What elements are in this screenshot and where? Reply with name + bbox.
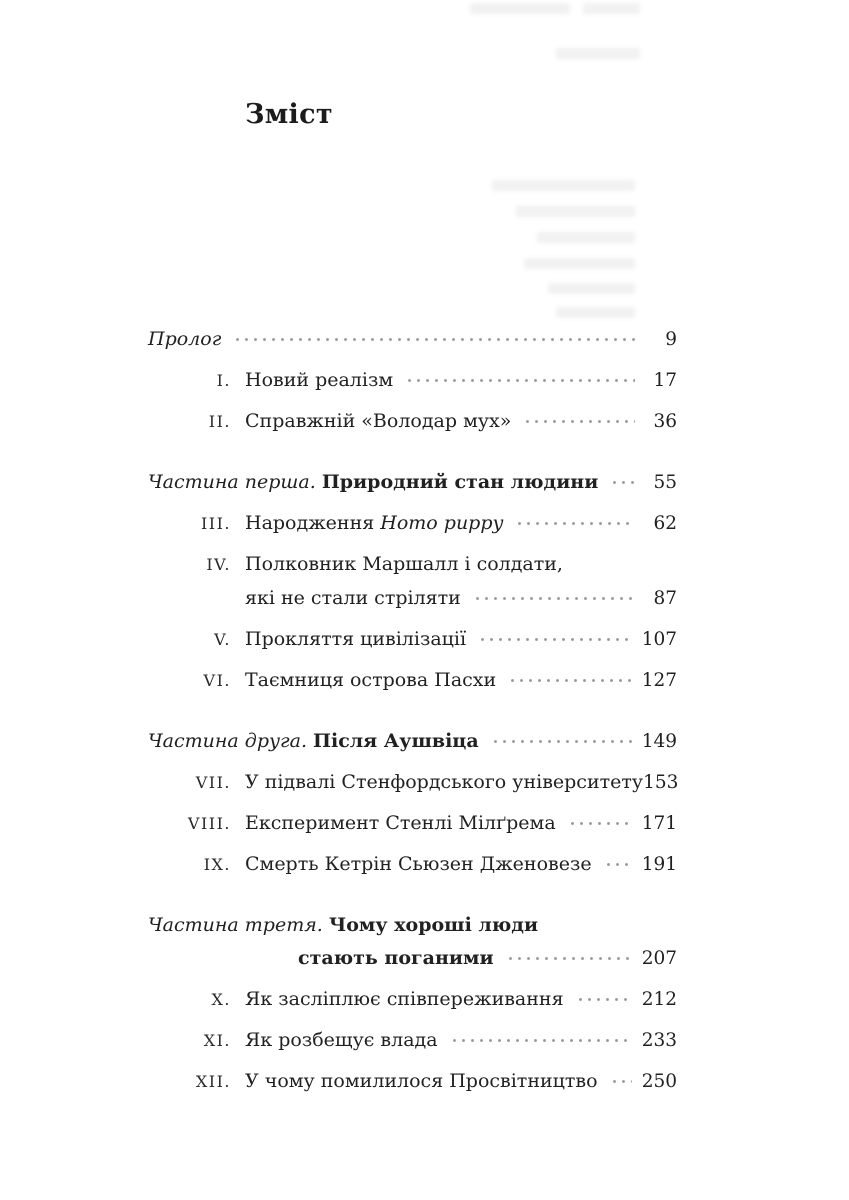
toc-row: [148, 810, 677, 837]
bleed-through-line: [524, 258, 635, 269]
toc-row: [148, 1068, 677, 1095]
toc-row: [148, 326, 677, 353]
dot-leader: [506, 956, 632, 961]
entry-title: [148, 945, 494, 971]
entry-title: [245, 810, 556, 836]
toc-row: [148, 510, 677, 537]
dot-leader: [568, 821, 632, 826]
chapter-numeral: VI.: [203, 671, 231, 690]
chapter-numeral: VII.: [195, 773, 231, 792]
entry-title: [245, 667, 496, 693]
page-number: 62: [653, 513, 677, 534]
toc-row: [148, 1027, 677, 1054]
entry-title: [245, 1027, 438, 1053]
entry-title: [245, 585, 461, 611]
dot-leader: [610, 480, 635, 485]
bleed-through-line: [583, 3, 640, 14]
bleed-through-line: [548, 283, 635, 294]
page-number: 87: [653, 588, 677, 609]
entry-text-segment: які не стали стріляти: [245, 587, 461, 609]
entry-text-segment: Справжній «Володар мух»: [245, 410, 512, 432]
toc-chapter-entry: [148, 986, 677, 1013]
dot-leader: [405, 378, 635, 383]
page-title: Зміст: [245, 99, 333, 130]
entry-title: [245, 986, 564, 1012]
page-number: 9: [665, 329, 677, 350]
entry-text-segment: Частина третя.: [148, 914, 329, 936]
page-number: 55: [653, 472, 677, 493]
dot-leader: [450, 1038, 632, 1043]
page-number: 191: [641, 854, 677, 875]
toc-part-entry: [148, 892, 677, 972]
entry-title: [245, 408, 511, 434]
toc-chapter-entry: [148, 551, 677, 612]
chapter-numeral: I.: [216, 371, 231, 390]
page-number: 171: [641, 813, 677, 834]
toc-row: [148, 667, 677, 694]
toc-chapter-entry: [148, 408, 677, 435]
entry-text-segment: Смерть Кетрін Сьюзен Дженовезе: [245, 853, 592, 875]
chapter-numeral: XI.: [203, 1031, 231, 1050]
toc-row: [148, 986, 677, 1013]
bleed-through-line: [556, 48, 640, 59]
toc-row: [148, 912, 677, 938]
toc-row: [148, 551, 677, 578]
chapter-numeral: IX.: [203, 855, 231, 874]
toc-chapter-entry: [148, 510, 677, 537]
entry-text-segment: Як розбещує влада: [245, 1029, 438, 1051]
entry-text-segment: Після Аушвіца: [313, 730, 479, 752]
entry-text-segment: Таємниця острова Пасхи: [245, 669, 497, 691]
entry-text-segment: Природний стан людини: [321, 471, 599, 493]
toc-chapter-entry: [148, 626, 677, 653]
entry-text-segment: Частина перша.: [148, 471, 322, 493]
toc-row: [148, 769, 677, 796]
toc-row: [148, 945, 677, 972]
toc-part-entry: [148, 708, 677, 755]
chapter-numeral: X.: [211, 990, 231, 1009]
entry-text-segment: Частина друга.: [148, 730, 314, 752]
entry-title: [245, 367, 393, 393]
page-number: 17: [653, 370, 677, 391]
page-number: 212: [641, 989, 677, 1010]
bleed-through-line: [470, 3, 570, 14]
page-number: 149: [641, 731, 677, 752]
entry-text-segment: Полковник Маршалл і солдати,: [245, 553, 563, 575]
chapter-numeral: IV.: [206, 555, 231, 574]
entry-text-segment: Чому хороші люди: [328, 914, 539, 936]
entry-title: [148, 728, 479, 754]
toc-chapter-entry: [148, 851, 677, 878]
page-number: 233: [641, 1030, 677, 1051]
toc-row: [148, 469, 677, 496]
entry-text-segment: Як засліплює співпереживання: [245, 988, 564, 1010]
toc-row: [148, 585, 677, 612]
chapter-numeral: XII.: [195, 1072, 231, 1091]
dot-leader: [523, 419, 635, 424]
entry-title: [245, 851, 592, 877]
toc-row: [148, 408, 677, 435]
entry-text-segment: У чому помилилося Просвітництво: [245, 1070, 598, 1092]
toc-part-entry: [148, 326, 677, 353]
entry-text-segment: Homo puppy: [380, 512, 504, 534]
dot-leader: [610, 1079, 632, 1084]
entry-title: [245, 510, 503, 536]
toc-chapter-entry: [148, 667, 677, 694]
dot-leader: [604, 862, 632, 867]
toc-part-entry: [148, 449, 677, 496]
toc-row: [148, 851, 677, 878]
entry-title: [245, 1068, 598, 1094]
chapter-numeral: VIII.: [187, 814, 231, 833]
entry-text-segment: У підвалі Стенфордського університету: [245, 771, 644, 793]
dot-leader: [473, 596, 635, 601]
toc-row: [148, 626, 677, 653]
bleed-through-line: [556, 307, 635, 318]
bleed-through-line: [537, 232, 635, 243]
dot-leader: [491, 739, 632, 744]
dot-leader: [576, 997, 632, 1002]
bleed-through-line: [492, 180, 635, 191]
page-number: 127: [641, 670, 677, 691]
entry-text-segment: Новий реалізм: [245, 369, 394, 391]
toc-row: [148, 728, 677, 755]
toc-list: [148, 326, 677, 1109]
dot-leader: [233, 337, 635, 342]
toc-chapter-entry: [148, 769, 677, 796]
dot-leader: [515, 521, 635, 526]
entry-title: [148, 469, 598, 495]
entry-title: [245, 551, 563, 577]
toc-chapter-entry: [148, 1068, 677, 1095]
page-number: 107: [641, 629, 677, 650]
entry-text-segment: Народження: [245, 512, 381, 534]
entry-text-segment: Прокляття цивілізації: [245, 628, 467, 650]
chapter-numeral: II.: [208, 412, 231, 431]
page-number: 250: [641, 1071, 677, 1092]
entry-text-segment: Пролог: [148, 328, 222, 350]
entry-text-segment: стають поганими: [298, 947, 494, 969]
page-number: 153: [643, 772, 679, 793]
toc-row: [148, 367, 677, 394]
dot-leader: [478, 637, 632, 642]
entry-text-segment: Експеримент Стенлі Мілґрема: [245, 812, 556, 834]
bleed-through-line: [516, 206, 635, 217]
page-number: 36: [653, 411, 677, 432]
dot-leader: [508, 678, 632, 683]
chapter-numeral: V.: [214, 630, 231, 649]
page-number: 207: [641, 948, 677, 969]
toc-chapter-entry: [148, 810, 677, 837]
entry-title: [148, 326, 221, 352]
entry-title: [245, 769, 643, 795]
entry-title: [245, 626, 466, 652]
toc-chapter-entry: [148, 367, 677, 394]
entry-title: [148, 912, 538, 938]
toc-chapter-entry: [148, 1027, 677, 1054]
chapter-numeral: III.: [200, 514, 231, 533]
